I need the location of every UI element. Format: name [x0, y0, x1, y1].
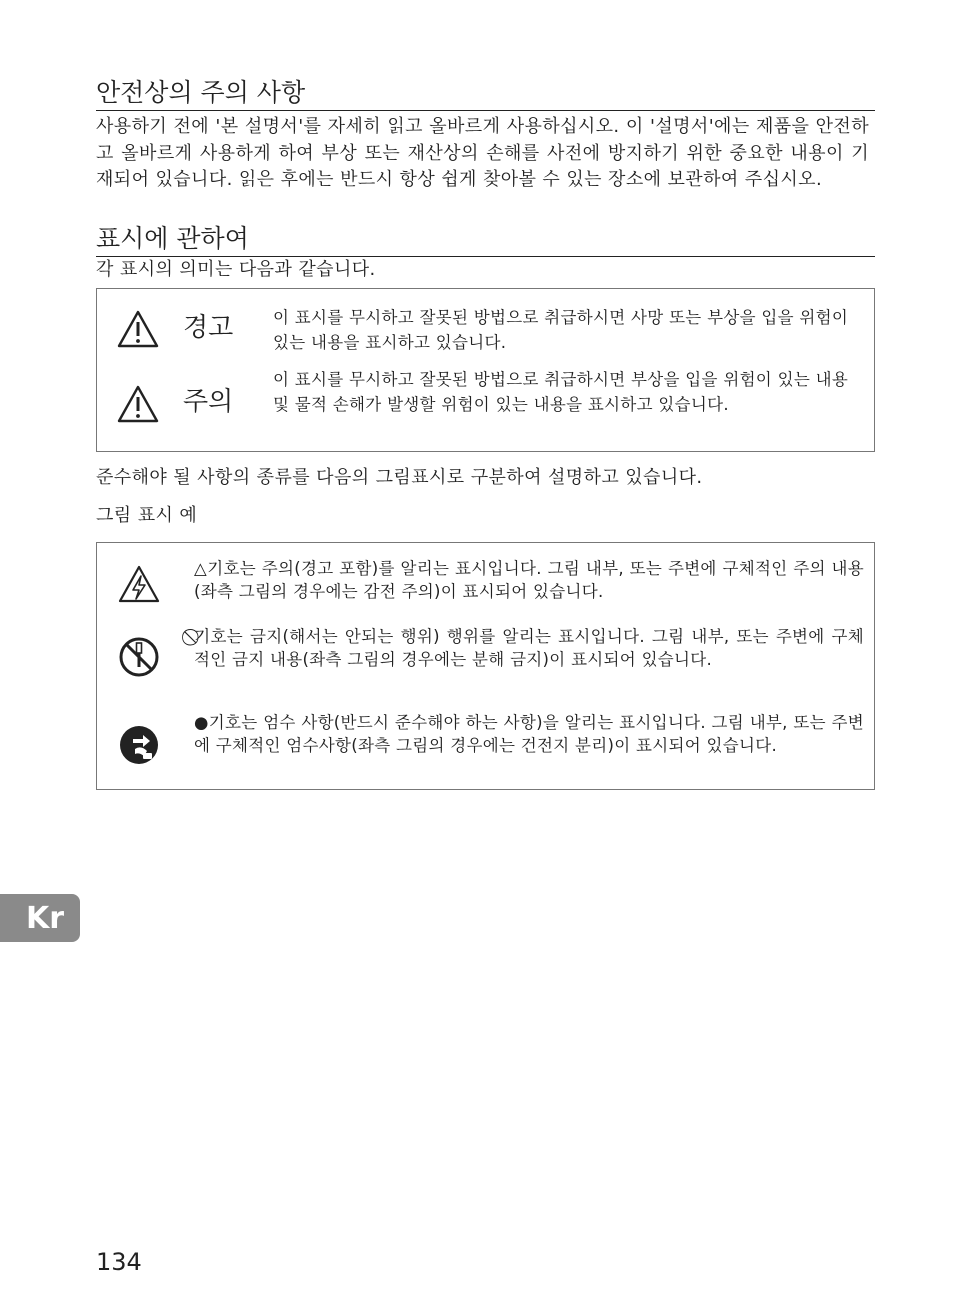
- warning-description: 이 표시를 무시하고 잘못된 방법으로 취급하시면 사망 또는 부상을 입을 위험이 있는 내용을 표시하고 있습니다.: [273, 308, 849, 352]
- warning-label: 경고: [183, 313, 234, 343]
- page-number: 134: [96, 1248, 142, 1276]
- language-tab: Kr: [0, 894, 80, 942]
- display-meaning: 각 표시의 의미는 다음과 같습니다.: [96, 259, 376, 280]
- remove-battery-icon: [117, 723, 161, 767]
- display-title: 표시에 관하여: [96, 222, 875, 257]
- caution-description: 이 표시를 무시하고 잘못된 방법으로 취급하시면 부상을 입을 위험이 있는 내용 및 물적 손해가 발생할 위험이 있는 내용을 표시하고 있습니다.: [273, 370, 849, 414]
- example-title: 그림 표시 예: [96, 505, 198, 526]
- safety-title: 안전상의 주의 사항: [96, 76, 875, 111]
- symbol-caution-description: △기호는 주의(경고 포함)를 알리는 표시입니다. 그림 내부, 또는 주변에 구체적인 주의 내용(좌측 그림의 경우에는 감전 주의)이 표시되어 있습니다.: [194, 559, 864, 601]
- warning-levels-box: [96, 288, 875, 452]
- symbol-examples-box: [96, 542, 875, 790]
- symbol-explanation: 준수해야 될 사항의 종류를 다음의 그림표시로 구분하여 설명하고 있습니다.: [96, 467, 703, 488]
- electric-shock-triangle-icon: [117, 563, 161, 607]
- safety-intro: 사용하기 전에 '본 설명서'를 자세히 읽고 올바르게 사용하십시오. 이 '설명서'에는 제품을 안전하고 올바르게 사용하게 하여 부상 또는 재산상의 손해를 사전에 방지하기 위한 중요한 내용이 기재되어 있습니다. 읽은 후에는 반드시 항상 쉽게 찾아볼 수 있는 장소에 보관하여 주십시오.: [96, 116, 869, 190]
- warning-triangle-icon: [117, 310, 159, 348]
- symbol-prohibit-description: ⃠기호는 금지(해서는 안되는 행위) 행위를 알리는 표시입니다. 그림 내부, 또는 주변에 구체적인 금지 내용(좌측 그림의 경우에는 분해 금지)이 표시되어 있습니다.: [194, 627, 864, 669]
- symbol-mandatory-description: ●기호는 엄수 사항(반드시 준수해야 하는 사항)을 알리는 표시입니다. 그림 내부, 또는 주변에 구체적인 엄수사항(좌측 그림의 경우에는 건전지 분리)이 표시되어 있습니다.: [194, 713, 864, 755]
- caution-label: 주의: [183, 387, 234, 417]
- no-disassembly-icon: [117, 635, 161, 679]
- warning-triangle-icon: [117, 385, 159, 423]
